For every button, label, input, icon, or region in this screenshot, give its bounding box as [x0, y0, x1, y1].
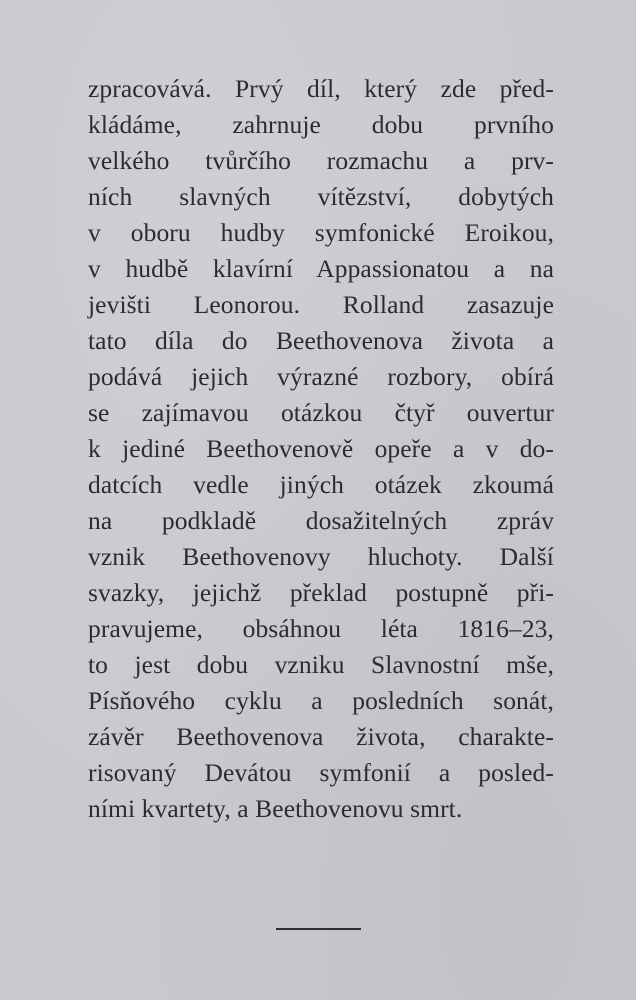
text-line: na podkladě dosažitelných zpráv [88, 506, 554, 535]
text-line-last: ními kvartety, a Beethovenovu smrt. [88, 794, 463, 823]
text-line: v hudbě klavírní Appassionatou a na [88, 254, 554, 283]
text-line: vznik Beethovenovy hluchoty. Další [88, 542, 554, 571]
horizontal-rule [276, 928, 361, 930]
text-line: v oboru hudby symfonické Eroikou, [88, 218, 554, 247]
text-line: zpracovává. Prvý díl, který zde před- [88, 74, 554, 103]
text-line: to jest dobu vzniku Slavnostní mše, [88, 650, 554, 679]
text-line: jevišti Leonorou. Rolland zasazuje [88, 290, 554, 319]
text-line: pravujeme, obsáhnou léta 1816–23, [88, 614, 554, 643]
text-line: kládáme, zahrnuje dobu prvního [88, 110, 554, 139]
text-line: Písňového cyklu a posledních sonát, [88, 686, 554, 715]
text-line: podává jejich výrazné rozbory, obírá [88, 362, 554, 391]
text-line: se zajímavou otázkou čtyř ouvertur [88, 398, 554, 427]
text-line: tato díla do Beethovenova života a [88, 326, 554, 355]
text-line: ních slavných vítězství, dobytých [88, 182, 554, 211]
text-line: datcích vedle jiných otázek zkoumá [88, 470, 554, 499]
text-line: risovaný Devátou symfonií a posled- [88, 758, 554, 787]
body-text [88, 71, 554, 827]
text-line: závěr Beethovenova života, charakte- [88, 722, 554, 751]
text-line: k jediné Beethovenově opeře a v do- [88, 434, 554, 463]
text-line: svazky, jejichž překlad postupně při- [88, 578, 554, 607]
text-line: velkého tvůrčího rozmachu a prv- [88, 146, 554, 175]
